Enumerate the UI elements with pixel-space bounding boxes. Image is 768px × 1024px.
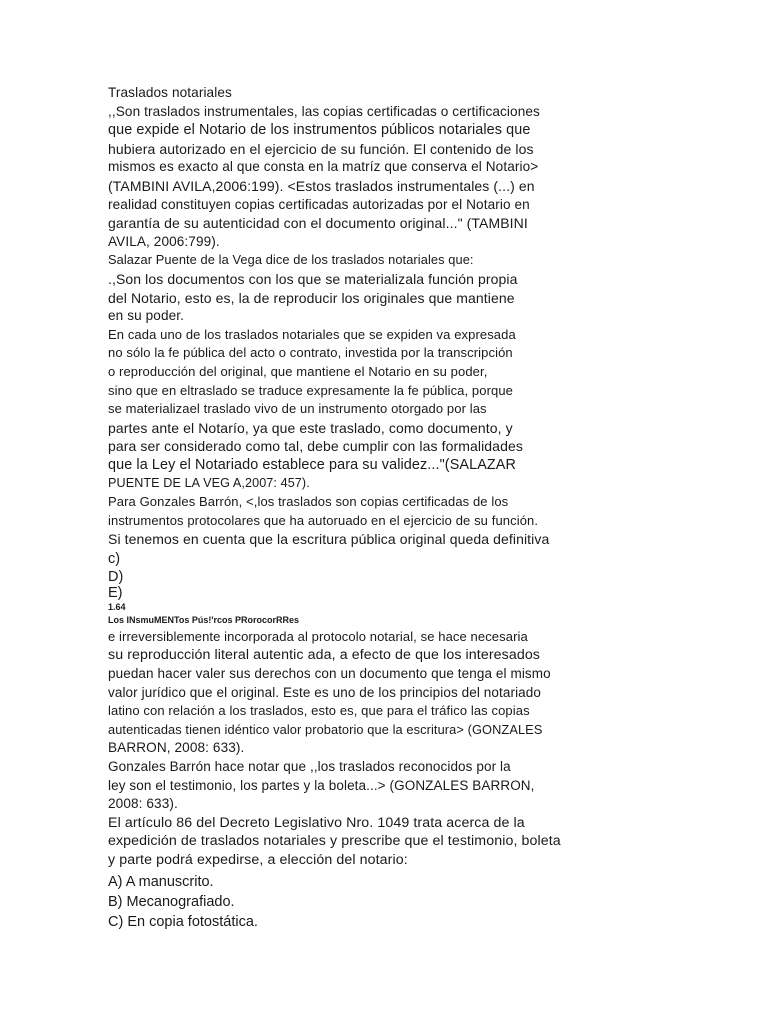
text-line: para ser considerado como tal, debe cumplir con las formalidades [108,438,523,455]
text-line: Gonzales Barrón hace notar que ,,los traslados reconocidos por la [108,759,511,774]
text-line: su reproducción literal autentic ada, a efecto de que los interesados [108,647,541,664]
text-line: instrumentos protocolares que ha autoruado en el ejercicio de su función. [108,512,539,528]
text-line: mismos es exacto al que consta en la matríz que conserva el Notario> [108,159,539,175]
text-line: PUENTE DE LA VEG A,2007: 457). [108,476,310,491]
page-number: 1.64 [108,601,126,612]
text-line: en su poder. [108,308,185,324]
option-a: A) A manuscrito. [108,873,214,890]
text-line: Si tenemos en cuenta que la escritura pública original queda definitiva [108,531,550,548]
text-line: Para Gonzales Barrón, <,los traslados son copias certificadas de los [108,494,509,510]
text-line: hubiera autorizado en el ejercicio de su función. El contenido de los [108,140,534,157]
text-line: puedan hacer valer sus derechos con un documento que tenga el mismo [108,666,551,682]
text-line: En cada uno de los traslados notariales que se expiden va expresada [108,326,516,342]
text-line: El artículo 86 del Decreto Legislativo Nro. 1049 trata acerca de la [108,814,525,831]
running-header: Los INsmuMENTos Pús!'rcos PRorocorRRes [108,614,300,625]
text-line: garantía de su autenticidad con el documento original..." (TAMBINI [108,215,528,232]
text-line: e irreversiblemente incorporada al protocolo notarial, se hace necesaria [108,628,528,644]
text-line: (TAMBINI AVILA,2006:199). <Estos traslados instrumentales (...) en [108,177,535,194]
text-line: partes ante el Notarío, ya que este traslado, como documento, y [108,419,513,436]
option-e: E) [108,584,123,601]
text-line: no sólo la fe pública del acto o contrato, investida por la transcripción [108,345,513,361]
text-line: ley son el testimonio, los partes y la boleta...> (GONZALES BARRON, [108,777,535,793]
text-line: que expide el Notario de los instrumentos públicos notariales que [108,122,531,139]
option-d: D) [108,568,124,585]
text-line: .,Son los documentos con los que se materializala función propia [108,270,518,287]
text-line: realidad constituyen copias certificadas autorizadas por el Notario en [108,196,530,212]
text-line: que la Ley el Notariado establece para su validez..."(SALAZAR [108,456,516,473]
option-c-copy: C) En copia fotostática. [108,913,258,930]
text-line: latino con relación a los traslados, esto es, que para el tráfico las copias [108,703,530,719]
text-line: Salazar Puente de la Vega dice de los traslados notariales que: [108,252,474,268]
text-line: BARRON, 2008: 633). [108,740,245,756]
text-line: 2008: 633). [108,796,178,812]
option-b: B) Mecanografiado. [108,893,235,910]
text-line: autenticadas tienen idéntico valor probatorio que la escritura> (GONZALES [108,721,543,737]
option-c: c) [108,550,121,567]
document-page [108,84,561,932]
text-line: se materializael traslado vivo de un instrumento otorgado por las [108,401,487,417]
text-line: del Notario, esto es, la de reproducir los originales que mantiene [108,289,515,306]
text-line: ,,Son traslados instrumentales, las copias certificadas o certificaciones [108,103,540,119]
text-line: expedición de traslados notariales y prescribe que el testimonio, boleta [108,833,561,850]
text-line: AVILA, 2006:799). [108,233,220,249]
text-line: sino que en eltraslado se traduce expresamente la fe pública, porque [108,382,514,398]
text-line: o reproducción del original, que mantiene el Notario en su poder, [108,363,488,379]
text-line: Traslados notariales [108,85,232,100]
text-line: y parte podrá expedirse, a elección del notario: [108,851,408,868]
text-line: valor jurídico que el original. Este es uno de los principios del notariado [108,684,541,700]
